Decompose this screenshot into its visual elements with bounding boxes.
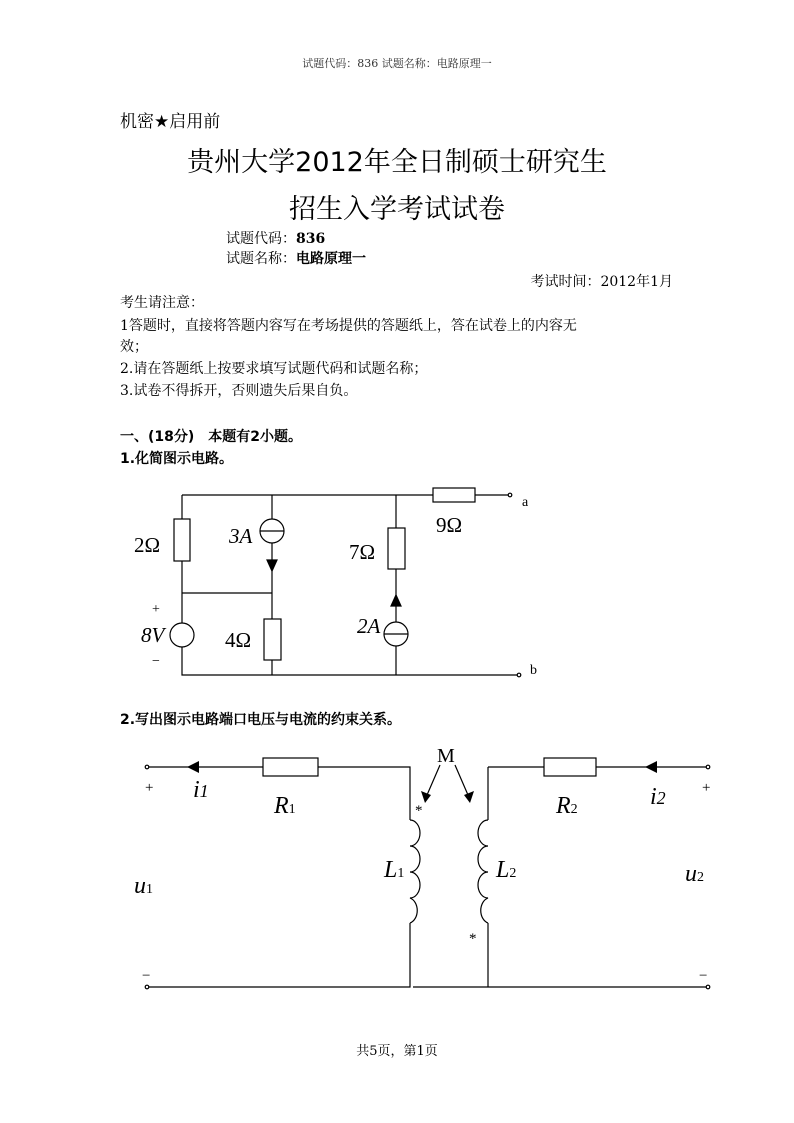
label-3a: 3A [229, 524, 253, 548]
circuit-2-labels [134, 745, 710, 984]
inductor-l2 [478, 820, 488, 923]
note-item: 2.请在答题纸上按要求填写试题代码和试题名称； [120, 361, 428, 377]
confidential-label: 机密★启用前 [120, 112, 221, 132]
label-r2: R2 [556, 793, 578, 819]
arrow-down-icon [267, 560, 277, 571]
exam-time: 考试时间：2012年1月 [530, 274, 673, 290]
notes-heading: 考生请注意： [120, 295, 204, 311]
dot-marker: * [469, 931, 477, 947]
minus-sign: − [152, 654, 160, 669]
terminal-b [517, 673, 521, 677]
terminal [706, 765, 710, 769]
circuit-2 [145, 758, 710, 989]
code-value: 836 [296, 231, 326, 247]
code-label: 试题代码： [226, 231, 296, 247]
title-line-2: 招生入学考试试卷 [289, 194, 505, 225]
label-r1: R1 [274, 793, 296, 819]
note-item: 3.试卷不得拆开，否则遗失后果自负。 [120, 383, 358, 399]
title-line-1: 贵州大学2012年全日制硕士研究生 [187, 147, 607, 178]
terminal [706, 985, 710, 989]
plus-sign: + [702, 780, 711, 796]
arrow-left-icon [187, 761, 199, 773]
label-i1: i1 [193, 777, 209, 803]
terminal [145, 765, 149, 769]
resistor-7ohm [388, 528, 405, 569]
resistor-r2 [544, 758, 596, 776]
minus-sign: − [142, 968, 151, 984]
label-9ohm: 9Ω [436, 513, 463, 537]
plus-sign: + [152, 602, 160, 617]
terminal [145, 985, 149, 989]
label-a: a [522, 495, 529, 510]
label-2a: 2A [357, 614, 381, 638]
voltage-source-8v [170, 623, 194, 647]
arrow-up-icon [391, 595, 401, 606]
resistor-9ohm [433, 488, 475, 502]
circuit-1-labels [134, 495, 537, 678]
terminal-a [508, 493, 512, 497]
current-source-3a [260, 519, 284, 543]
arrow-left-icon [645, 761, 657, 773]
minus-sign: − [699, 968, 708, 984]
label-u1: u1 [134, 873, 153, 899]
circuit-1 [170, 488, 521, 677]
label-l2: L2 [496, 857, 517, 883]
note-item: 1答题时，直接将答题内容写在考场提供的答题纸上，答在试卷上的内容无 [120, 318, 577, 334]
label-m: M [437, 745, 455, 767]
label-4ohm: 4Ω [225, 628, 252, 652]
name-value: 电路原理一 [296, 251, 366, 267]
resistor-2ohm [174, 519, 190, 561]
name-label: 试题名称： [226, 251, 296, 267]
question-1: 1.化简图示电路。 [120, 451, 234, 467]
current-source-2a [384, 622, 408, 646]
label-7ohm: 7Ω [349, 540, 376, 564]
section-heading: 一、(18分) 本题有2小题。 [120, 429, 303, 445]
page-header: 试题代码：836 试题名称：电路原理一 [302, 57, 492, 70]
plus-sign: + [145, 780, 154, 796]
label-2ohm: 2Ω [134, 533, 161, 557]
dot-marker: * [415, 803, 423, 819]
page-footer: 共5页，第1页 [356, 1044, 438, 1059]
label-8v: 8V [141, 623, 165, 647]
label-l1: L1 [384, 857, 405, 883]
inductor-l1 [410, 820, 420, 923]
label-b: b [530, 663, 537, 678]
label-u2: u2 [685, 861, 704, 887]
question-2: 2.写出图示电路端口电压与电流的约束关系。 [120, 712, 402, 728]
note-item: 效； [120, 339, 148, 355]
arrow-icon [421, 791, 431, 803]
resistor-4ohm [264, 619, 281, 660]
arrow-icon [464, 791, 474, 803]
resistor-r1 [263, 758, 318, 776]
label-i2: i2 [650, 784, 666, 810]
